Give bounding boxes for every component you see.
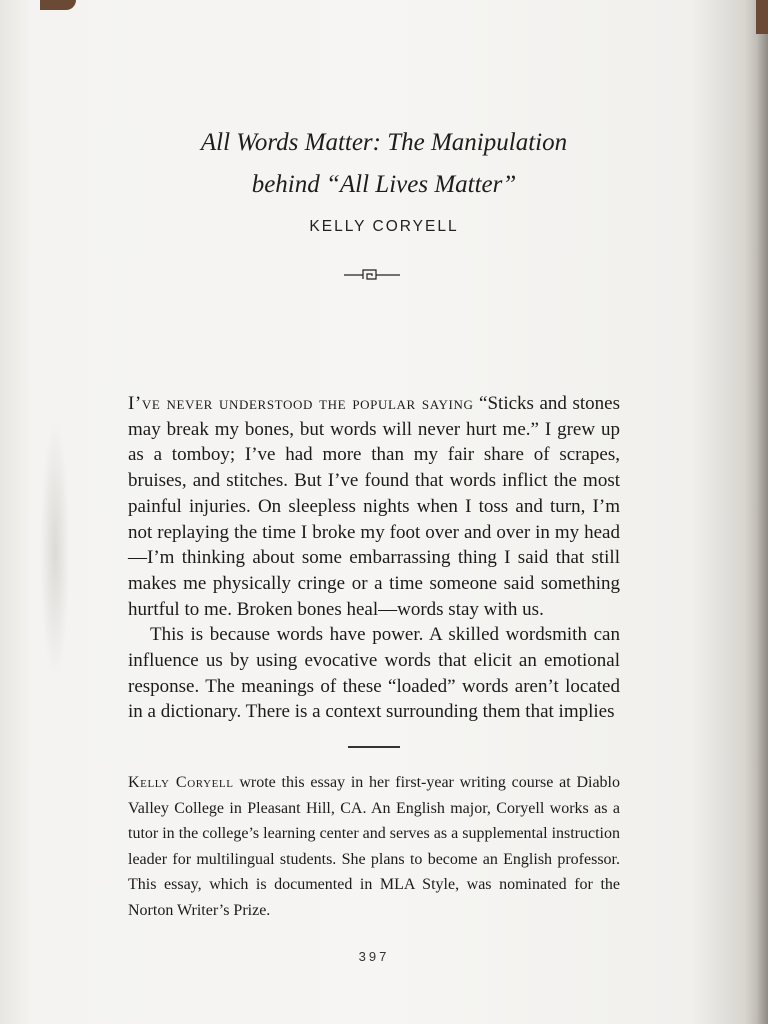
- page-corner-top-left: [40, 0, 76, 10]
- essay-author: KELLY CORYELL: [309, 218, 459, 235]
- paragraph-lead-in: I’ve never understood the popular saying: [128, 393, 474, 414]
- page-smudge: [40, 420, 70, 680]
- essay-title-line2: behind “All Lives Matter”: [251, 171, 517, 198]
- essay-body: [128, 391, 620, 725]
- paragraph-1: [128, 391, 620, 622]
- paragraph-2: This is because words have power. A skilled wordsmith can influence us by using evocative words that elicit an emotional response. The meanings of these “loaded” words aren’t located in a dictionary. There is a context surrounding them that implies: [128, 624, 620, 723]
- greek-key-ornament-icon: [344, 266, 400, 284]
- paragraph-1-text: “Sticks and stones may break my bones, but words will never hurt me.” I grew up as a tomboy; I’ve had more than my fair share of scrapes, bruises, and stitches. But I’ve found that words inflict the most painful injuries. On sleepless nights when I toss and turn, I’m not replaying the time I broke my foot over and over in my head—I’m thinking about some embarrassing thing I said that still makes me physically cringe or a time someone said something hurtful to me. Broken bones heal—words stay with us.: [128, 393, 620, 620]
- author-bio-name: Kelly Coryell: [128, 774, 234, 791]
- page-number: 397: [358, 949, 390, 964]
- essay-title: [100, 122, 668, 206]
- page-edge-shadow: [758, 34, 768, 1024]
- author-bio-text: wrote this essay in her first-year writing course at Diablo Valley College in Pleasant Hill, CA. An English major, Coryell works as a tutor in the college’s learning center and serves as a supplemental instruction leader for multilingual students. She plans to become an English professor. This essay, which is documented in MLA Style, was nominated for the Norton Writer’s Prize.: [128, 774, 621, 919]
- essay-title-line1: All Words Matter: The Manipulation: [200, 129, 568, 156]
- author-bio-footnote: [128, 770, 620, 923]
- page-corner-top-right: [756, 0, 768, 34]
- footnote-divider: [348, 746, 400, 748]
